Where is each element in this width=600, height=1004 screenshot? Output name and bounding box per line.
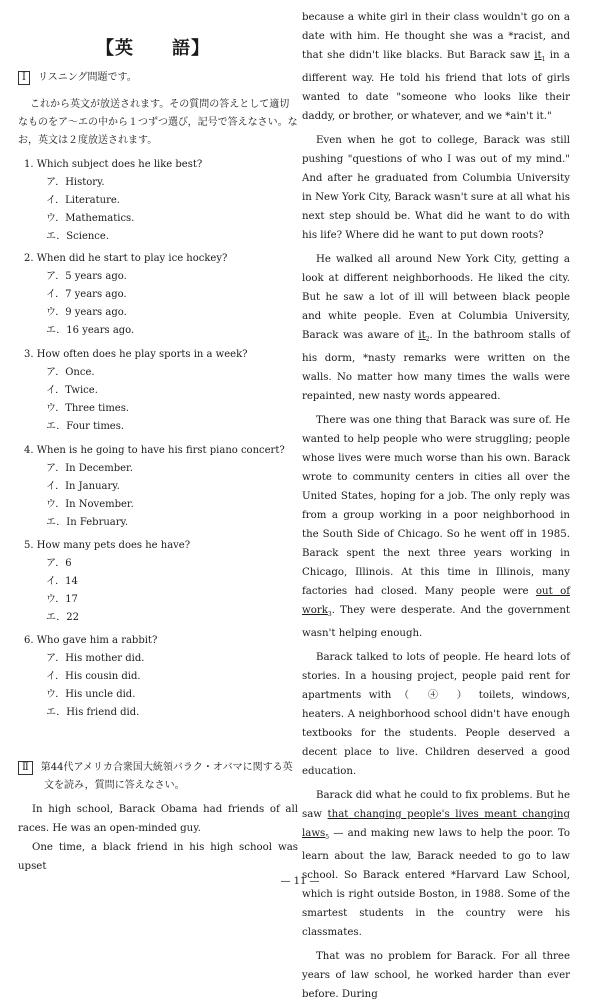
- option: エ．16 years ago.: [46, 325, 135, 336]
- right-passage: [302, 8, 570, 1004]
- option: ア．In December.: [46, 463, 133, 474]
- passage-paragraph: [302, 8, 570, 126]
- underlined-sentence-5: that changing people's lives meant changing laws: [302, 809, 570, 840]
- section-2-number: Ⅱ: [18, 761, 33, 775]
- passage-paragraph: [302, 411, 570, 643]
- section-1-title: リスニング問題です。: [37, 72, 137, 83]
- option: ア．Once.: [46, 367, 95, 378]
- question-text: 6. Who gave him a rabbit?: [24, 635, 158, 646]
- question-4: [24, 442, 299, 532]
- option: ウ．9 years ago.: [46, 307, 127, 318]
- option: エ．22: [46, 612, 80, 623]
- underlined-it-1: it: [534, 50, 542, 61]
- text-run: There was one thing that Barack was sure of. He wanted to help people who were struggling; people whose lives were much worse than his own. Barack wrote to community centers in cities all over the United States, hoping for a job. The only reply was from a group working in a poor neighborhood in the South Side of Chicago. So he went off in 1985. Barack spent the next three years working in Chicago, Illinois. At this time in Illinois, many factories had closed. Many people were: [302, 415, 570, 598]
- question-3: [24, 346, 299, 436]
- text-run: toilets, windows, heaters. A neighborhood school didn't have enough textbooks for the students. People deserved a decent place to live. Children deserved a good education.: [302, 690, 570, 778]
- question-6: [24, 632, 299, 722]
- question-2: [24, 250, 299, 340]
- option: エ．His friend did.: [46, 707, 140, 718]
- passage-paragraph: [302, 648, 570, 781]
- option: ア．History.: [46, 177, 105, 188]
- text-run: Barack did what he could to fix problems. But he saw: [302, 790, 570, 821]
- section-2-title-line-1: 第44代アメリカ合衆国大統領バラク・オバマに関する英: [40, 762, 293, 773]
- option: イ．14: [46, 576, 78, 587]
- option: ウ．His uncle did.: [46, 689, 136, 700]
- option: イ．Literature.: [46, 195, 120, 206]
- blank-4: （ ④ ）: [398, 690, 472, 702]
- left-passage: [18, 800, 298, 876]
- option: ウ．In November.: [46, 499, 134, 510]
- text-run: Barack talked to lots of people. He heard lots of stories. In a housing project, people paid rent for apartments with: [302, 652, 570, 702]
- page-title: 【英 語】: [96, 38, 210, 59]
- option: ウ．17: [46, 594, 78, 605]
- passage-paragraph: In high school, Barack Obama had friends of all races. He was an open-minded guy.: [18, 804, 298, 834]
- question-text: 4. When is he going to have his first piano concert?: [24, 445, 285, 456]
- underline-number-5: 5: [325, 834, 330, 842]
- underline-number-3: 3: [327, 611, 332, 619]
- option: ア．5 years ago.: [46, 271, 127, 282]
- question-text: 5. How many pets does he have?: [24, 540, 191, 551]
- option: エ．In February.: [46, 517, 129, 528]
- option: ア．6: [46, 558, 72, 569]
- section-1-instructions: これから英文が放送されます。その質問の答えとして適切なものをア～エの中から１つずつ選び，記号で答えなさい。なお，英文は２度放送されます。: [18, 99, 298, 146]
- underlined-it-2: it: [418, 330, 426, 342]
- text-run: . They were desperate. And the government wasn't helping enough.: [302, 605, 570, 640]
- question-text: 1. Which subject does he like best?: [24, 159, 203, 170]
- section-1-heading: [18, 71, 137, 85]
- question-1: [24, 156, 299, 246]
- underline-number-1: 1: [541, 56, 546, 64]
- underline-number-2: 2: [425, 336, 430, 344]
- text-run: in a different way. He told his friend that lots of girls wanted to date "someone who looks like their daddy, or brother, or whatever, and we *ain't it.": [302, 50, 570, 123]
- underlined-out-of-work: out of work: [302, 586, 570, 617]
- option: イ．In January.: [46, 481, 120, 492]
- section-2-title-line-2: 文を読み，質問に答えなさい。: [44, 780, 185, 791]
- text-run: — and making new laws to help the poor. To learn about the law, Barack needed to go to law school. So Barack entered *Harvard Law School, which is right outside Boston, in 1988. Some of the smartest students in the country were his classmates.: [302, 828, 570, 939]
- passage-paragraph: Even when he got to college, Barack was still pushing "questions of who I was out of my mind." And after he graduated from Columbia University in New York City, Barack wasn't sure at all what his next step should be. What did he want to do with his life? Where did he want to put down roots?: [302, 135, 570, 242]
- page-number: — 11 —: [280, 876, 320, 887]
- option: ウ．Mathematics.: [46, 213, 135, 224]
- text-run: . In the bathroom stalls of his dorm, *nasty remarks were written on the walls. No matter how many times the walls were repainted, new nasty words appeared.: [302, 330, 570, 403]
- question-list: [24, 156, 299, 246]
- passage-paragraph: One time, a black friend in his high school was upset: [18, 842, 298, 872]
- text-run: He walked all around New York City, getting a look at different neighborhoods. He liked the city. But he saw a lot of ill will between black people and white people. Even at Columbia University, Barack was aware of: [302, 254, 570, 342]
- option: エ．Four times.: [46, 421, 125, 432]
- passage-paragraph: [302, 786, 570, 942]
- text-run: because a white girl in their class wouldn't go on a date with him. He thought she was a *racist, and that she didn't like blacks. But Barack saw: [302, 12, 570, 61]
- option: イ．Twice.: [46, 385, 98, 396]
- option: ウ．Three times.: [46, 403, 130, 414]
- question-text: 3. How often does he play sports in a week?: [24, 349, 248, 360]
- question-5: [24, 537, 299, 627]
- option: イ．His cousin did.: [46, 671, 141, 682]
- option: イ．7 years ago.: [46, 289, 127, 300]
- section-1-number: Ⅰ: [18, 71, 30, 85]
- section-2-heading: [18, 761, 293, 775]
- question-text: 2. When did he start to play ice hockey?: [24, 253, 228, 264]
- passage-paragraph: [302, 250, 570, 406]
- passage-paragraph: That was no problem for Barack. For all three years of law school, he worked harder than ever before. During: [302, 951, 570, 1001]
- option: ア．His mother did.: [46, 653, 145, 664]
- option: エ．Science.: [46, 231, 110, 242]
